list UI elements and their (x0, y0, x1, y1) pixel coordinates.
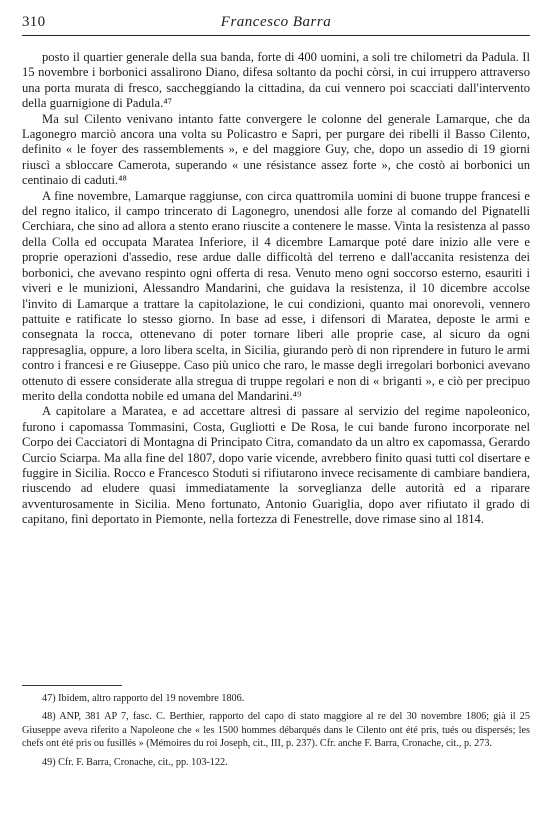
footnote-48: 48) ANP, 381 AP 7, fasc. C. Berthier, rapporto del capo di stato maggiore al re del 30 novembre 1806; già il 25 Giuseppe aveva riferito a Napoleone che « les 1500 hommes débarqués dans le Cilento ont été pris, tués ou dispersés; les chefs ont été pris ou fusillés » (Mémoires du roi Joseph, cit., III, p. 237). Cfr. anche F. Barra, Cronache, cit., p. 273. (22, 711, 530, 750)
running-title: Francesco Barra (220, 14, 332, 30)
paragraph-2: Ma sul Cilento venivano intanto fatte convergere le colonne del generale Lamarque, che da Lagonegro marciò ancora una volta su Policastro e Sapri, per purgare dei ribelli il Basso Cilento, definito « le foyer des rassemblements », e del maggiore Guy, che, dopo un assedio di 19 giorni riuscì a sbloccare Camerota, superando « une résistance assez forte », che costò ai borbonici un centinaio di caduti.⁴⁸ (22, 111, 530, 188)
body-text (22, 50, 530, 528)
footnote-47: 47) Ibidem, altro rapporto del 19 novembre 1806. (42, 693, 245, 704)
page-number: 310 (22, 14, 46, 30)
paragraph-3: A fine novembre, Lamarque raggiunse, con circa quattromila uomini di buone truppe francesi e del regno italico, il campo trincerato di Lagonegro, unendosi alle forze al comando del Pignatelli Cerchiara, che sino ad allora a stento erano riuscite a contenere le masse. Vinta la resistenza al passo della Colla ed occupata Maratea Inferiore, il 4 dicembre Lamarque poté dare inizio alle vere e proprie operazioni d'assedio, rese ardue dalle difficoltà del terreno e dall'accanita resistenza dei borbonici, che avevano respinto ogni offerta di resa. Venuto meno ogni soccorso esterno, esauriti i viveri e le munizioni, Alessandro Mandarini, che guidava la resistenza, il 10 dicembre accolse l'invito di Lamarque a trattare la capitolazione, le cui condizioni, quanto mai onorevoli, vennero pattuite e ratificate lo stesso giorno. In base ad esse, i difensori di Maratea, deposte le armi e consegnata la rocca, ottenevano di poter tornare liberi alle proprie case, al sicuro da ogni rappresaglia, oppure, a loro libera scelta, in Sicilia, giurando però di non riprendere in futuro le armi contro i francesi e re Giuseppe. Caso più unico che raro, le masse degli irregolari borbonici avevano ottenuto di essere considerate alla stregua di truppe regolari e non di « briganti », e ciò per precipuo merito della condotta nobile ed umana del Mandarini.⁴⁹ (22, 188, 530, 403)
footnote-49: 49) Cfr. F. Barra, Cronache, cit., pp. 103-122. (42, 756, 228, 768)
paragraph-4: A capitolare a Maratea, e ad accettare altresì di passare al servizio del regime napoleonico, furono i capomassa Tommasini, Costa, Gugliotti e De Rosa, le cui bande furono incorporate nel Corpo dei Cacciatori di Montagna di Principato Citra, comandato da un altro ex capomassa, Gerardo Curcio Sciarpa. Ma alla fine del 1807, dopo varie vicende, avrebbero finito quasi tutti col disertare e fuggire in Sicilia. Rocco e Francesco Stoduti si rifiutarono invece recisamente di cambiare bandiera, riuscendo ad eludere quasi immediatamente la sorveglianza delle autorità ed a riparare avventurosamente in Sicilia. Meno fortunato, Antonio Guariglia, dopo aver rifiutato il grado di capitano, finì deportato in Piemonte, nella fortezza di Fenestrelle, dove rimase sino al 1814. (22, 404, 530, 527)
paragraph-1: posto il quartier generale della sua banda, forte di 400 uomini, a soli tre chilometri da Padula. Il 15 novembre i borbonici assalirono Diano, difesa soltanto da pochi còrsi, in cui irruppero attraverso una porta murata di fresco, saccheggiando la cittadina, da cui vennero poi scacciati dall'intervento della guarnigione di Padula.⁴⁷ (22, 50, 530, 111)
footnote-rule (22, 685, 122, 686)
footnotes (22, 692, 530, 774)
header-rule (22, 35, 530, 36)
page-header (22, 12, 530, 34)
